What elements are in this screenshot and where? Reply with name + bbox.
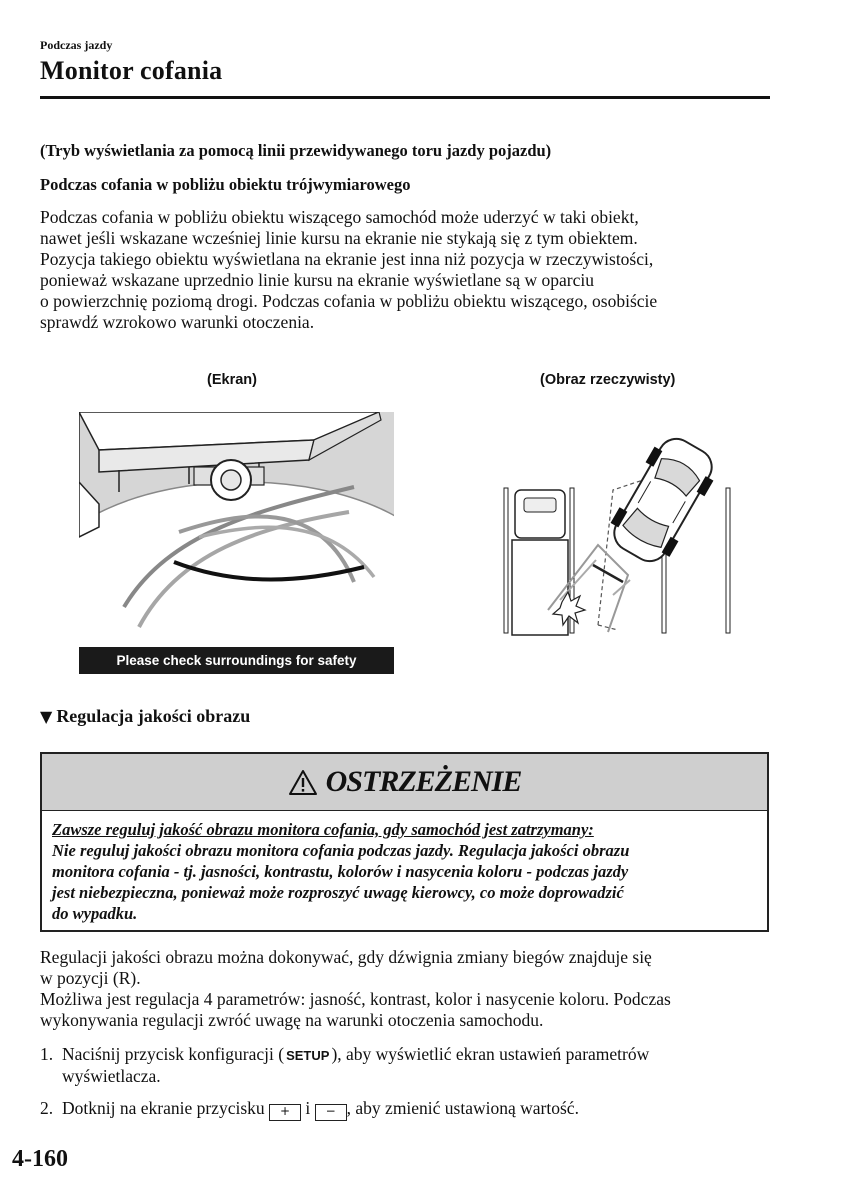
- title-rule: [40, 96, 770, 99]
- warning-lead-line: Zawsze reguluj jakość obrazu monitora cofania, gdy samochód jest zatrzymany:: [52, 820, 594, 839]
- text-line: sprawdź wzrokowo warunki otoczenia.: [40, 312, 315, 332]
- image-quality-paragraph: [40, 947, 780, 1031]
- step-1-continuation: wyświetlacza.: [62, 1066, 161, 1086]
- setup-key-label: SETUP: [286, 1048, 330, 1063]
- step-2-text-after: , aby zmienić ustawioną wartość.: [346, 1098, 579, 1118]
- section-label: Podczas jazdy: [40, 38, 113, 52]
- page-title: Monitor cofania: [40, 56, 223, 85]
- warning-title: OSTRZEŻENIE: [325, 765, 522, 798]
- step-1-text-before: Naciśnij przycisk konfiguracji (: [62, 1044, 285, 1064]
- step-2: [40, 1098, 780, 1121]
- warning-header: [42, 754, 767, 811]
- warning-line: monitora cofania - tj. jasności, kontrastu, kolorów i nasycenia koloru - podczas jazdy: [52, 862, 629, 881]
- text-line: Regulacji jakości obrazu można dokonywać, gdy dźwignia zmiany biegów znajduje się: [40, 947, 652, 967]
- step-1-line: [40, 1044, 780, 1066]
- camera-screen-drawing: [79, 412, 394, 674]
- minus-key-icon: −: [315, 1104, 347, 1121]
- text-line: o powierzchnię poziomą drogi. Podczas cofania w pobliżu obiektu wiszącego, osobiście: [40, 291, 658, 311]
- warning-body: [42, 811, 767, 924]
- screen-banner: Please check surroundings for safety: [79, 647, 394, 674]
- step-2-joiner: i: [305, 1098, 311, 1118]
- text-line: wykonywania regulacji zwróć uwagę na warunki otoczenia samochodu.: [40, 1010, 544, 1030]
- page-number: 4-160: [12, 1146, 68, 1172]
- case-heading: Podczas cofania w pobliżu obiektu trójwymiarowego: [40, 175, 411, 194]
- step-2-text-before: Dotknij na ekranie przycisku: [62, 1098, 265, 1118]
- step-1-text-after: ), aby wyświetlić ekran ustawień parametrów: [331, 1044, 650, 1064]
- mode-heading: (Tryb wyświetlania za pomocą linii przewidywanego toru jazdy pojazdu): [40, 141, 552, 160]
- text-line: ponieważ wskazane uprzednio linie kursu na ekranie wyświetlane są w oparciu: [40, 270, 594, 290]
- text-line: nawet jeśli wskazane wcześniej linie kursu na ekranie nie stykają się z tym obiektem.: [40, 228, 638, 248]
- real-caption: (Obraz rzeczywisty): [540, 372, 676, 388]
- real-scene-illustration: [498, 420, 748, 640]
- text-line: w pozycji (R).: [40, 968, 141, 988]
- text-line: Możliwa jest regulacja 4 parametrów: jasność, kontrast, kolor i nasycenie koloru. Podczas: [40, 989, 671, 1009]
- step-number: 2.: [40, 1098, 54, 1118]
- warning-box: [40, 752, 769, 932]
- warning-triangle-icon: [288, 769, 318, 796]
- text-line: Podczas cofania w pobliżu obiektu wiszącego samochód może uderzyć w taki obiekt,: [40, 207, 639, 227]
- image-quality-heading: [40, 706, 250, 727]
- image-quality-heading-text: Regulacja jakości obrazu: [56, 706, 251, 726]
- intro-paragraph: [40, 207, 780, 333]
- screen-caption: (Ekran): [207, 372, 257, 388]
- plus-key-icon: +: [269, 1104, 301, 1121]
- text-line: Pozycja takiego obiektu wyświetlana na ekranie jest inna niż pozycja w rzeczywistości,: [40, 249, 654, 269]
- warning-line: jest niebezpieczna, ponieważ może rozproszyć uwagę kierowcy, co może doprowadzić: [52, 883, 624, 902]
- warning-line: do wypadku.: [52, 904, 138, 923]
- camera-screen-illustration: [79, 412, 394, 674]
- step-1: [40, 1044, 780, 1087]
- step-number: 1.: [40, 1044, 54, 1064]
- triangle-down-icon: ▼: [40, 707, 53, 726]
- real-scene-drawing: [498, 420, 748, 640]
- warning-line: Nie reguluj jakości obrazu monitora cofania podczas jazdy. Regulacja jakości obrazu: [52, 841, 630, 860]
